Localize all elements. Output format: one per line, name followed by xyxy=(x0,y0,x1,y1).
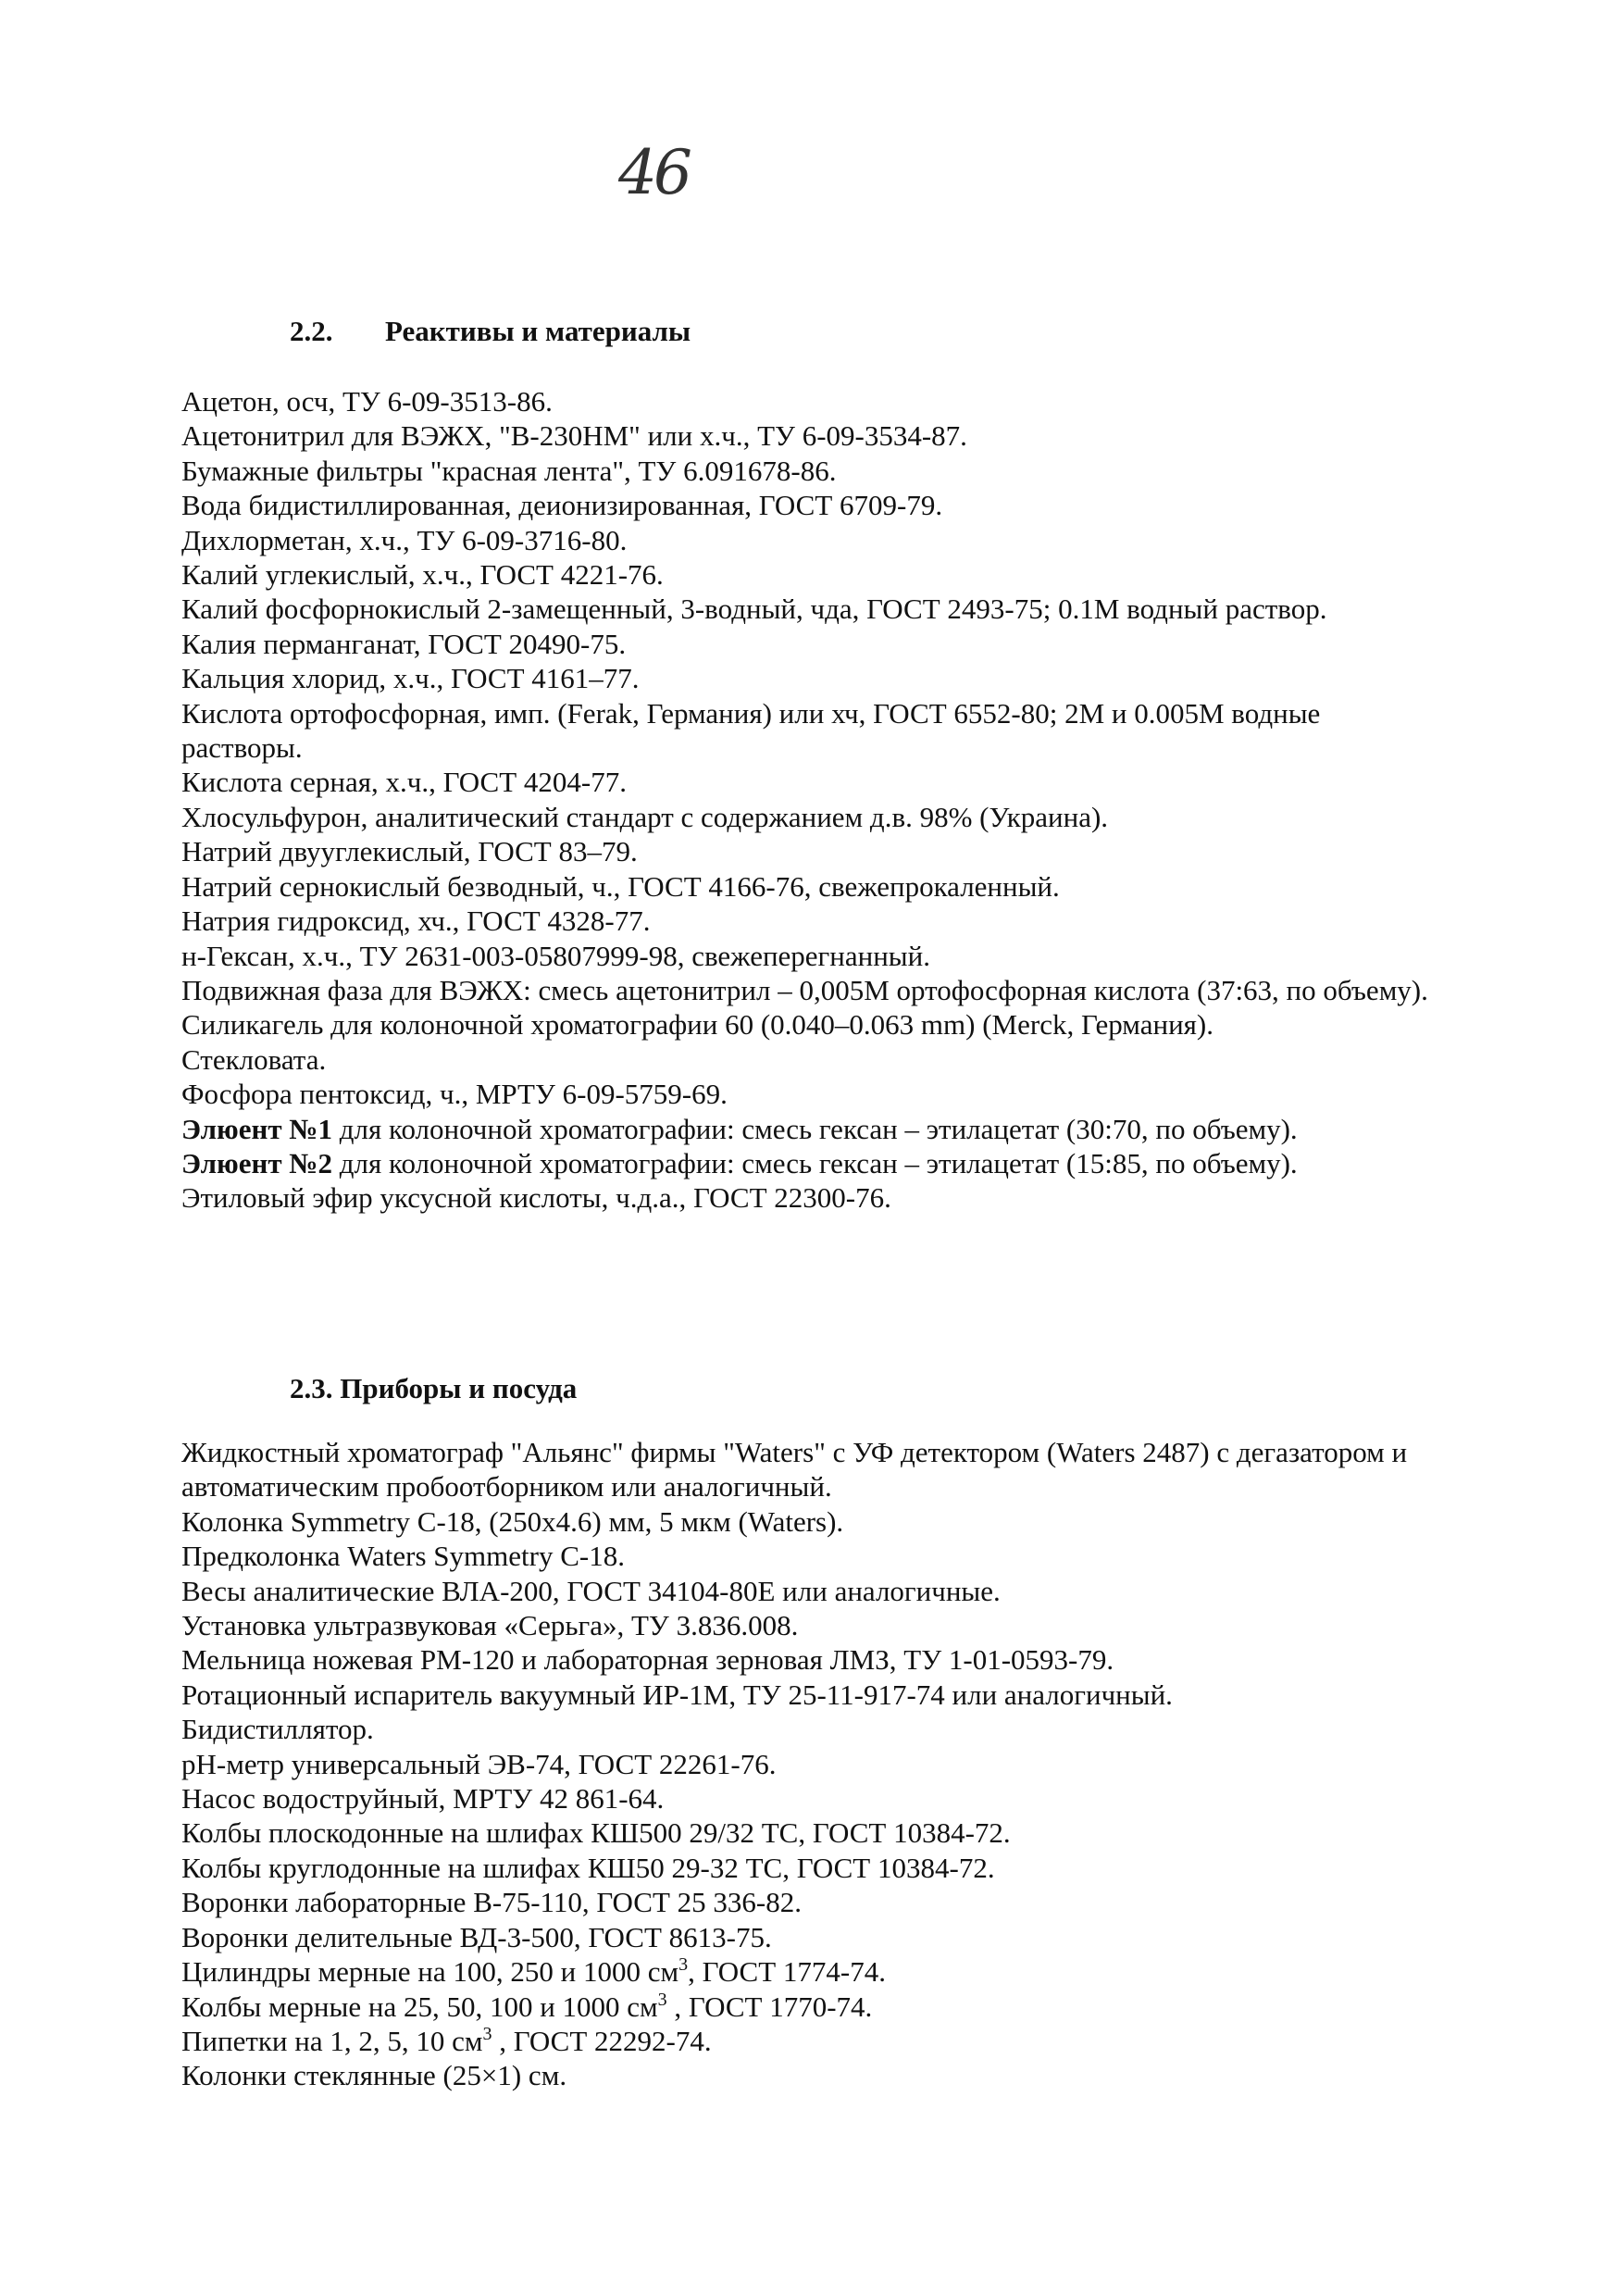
list-item: Ацетонитрил для ВЭЖХ, "В-230НМ" или х.ч., ТУ 6-09-3534-87. xyxy=(181,419,967,453)
list-item: Элюент №2 для колоночной хроматографии: смесь гексан – этилацетат (15:85, по объему). xyxy=(181,1146,1298,1179)
list-item: Кальция хлорид, х.ч., ГОСТ 4161–77. xyxy=(181,662,640,695)
list-item: Колбы плоскодонные на шлифах КШ500 29/32 ТС, ГОСТ 10384-72. xyxy=(181,1816,1011,1850)
list-item: Кислота серная, х.ч., ГОСТ 4204-77. xyxy=(181,766,627,799)
list-item: Бидистиллятор. xyxy=(181,1713,374,1746)
list-item: Жидкостный хроматограф "Альянс" фирмы "Waters" с УФ детектором (Waters 2487) с дегазатором и автоматическим пробоотборником или аналогичный. xyxy=(181,1436,1408,1504)
list-item: pH-метр универсальный ЭВ-74, ГОСТ 22261-76. xyxy=(181,1747,777,1780)
list-item: Ротационный испаритель вакуумный ИР-1М, ТУ 25-11-917-74 или аналогичный. xyxy=(181,1678,1173,1711)
handwritten-page-number: 46 xyxy=(618,137,689,208)
list-item: Натрий двууглекислый, ГОСТ 83–79. xyxy=(181,835,638,868)
section-number: 2.2. xyxy=(290,315,333,347)
list-item: Колбы круглодонные на шлифах КШ50 29-32 ТС, ГОСТ 10384-72. xyxy=(181,1851,995,1884)
superscript: 3 xyxy=(482,2023,492,2044)
list-item: Хлосульфурон, аналитический стандарт с содержанием д.в. 98% (Украина). xyxy=(181,800,1109,833)
instruments-list xyxy=(181,1435,1431,2093)
list-item: Калия перманганат, ГОСТ 20490-75. xyxy=(181,627,627,660)
list-item: Стекловата. xyxy=(181,1042,327,1076)
section-heading-reagents xyxy=(290,313,691,350)
list-item: Этиловый эфир уксусной кислоты, ч.д.а., ГОСТ 22300-76. xyxy=(181,1181,891,1215)
list-item: Калий фосфорнокислый 2-замещенный, 3-водный, чда, ГОСТ 2493-75; 0.1М водный раствор. xyxy=(181,593,1327,626)
list-item: Пипетки на 1, 2, 5, 10 $см^3$ , ГОСТ 22292-74. xyxy=(181,2023,712,2057)
superscript: 3 xyxy=(657,1989,667,2010)
list-item: Установка ультразвуковая «Серьга», ТУ 3.836.008. xyxy=(181,1609,799,1642)
list-item: н-Гексан, х.ч., ТУ 2631-003-05807999-98, свежеперегнанный. xyxy=(181,939,930,972)
list-item: Колбы мерные на 25, 50, 100 и 1000 $см^3$ , ГОСТ 1770-74. xyxy=(181,1989,873,2023)
list-item: Натрий сернокислый безводный, ч., ГОСТ 4166-76, свежепрокаленный. xyxy=(181,869,1060,903)
list-item: Предколонка Waters Symmetry С-18. xyxy=(181,1540,625,1573)
list-item: Колонки стеклянные (25×1) см. xyxy=(181,2059,567,2092)
list-item: Кислота ортофосфорная, имп. (Ferak, Германия) или хч, ГОСТ 6552-80; 2М и 0.005М водные растворы. xyxy=(181,696,1321,765)
list-item: Вода бидистиллированная, деионизированная, ГОСТ 6709-79. xyxy=(181,489,943,522)
reagents-list xyxy=(181,384,1431,1216)
list-item: Цилиндры мерные на 100, 250 и 1000 $см^3$, ГОСТ 1774-74. xyxy=(181,1954,886,1989)
list-item: Весы аналитические ВЛА-200, ГОСТ 34104-80Е или аналогичные. xyxy=(181,1574,1001,1607)
list-item: Воронки лабораторные В-75-110, ГОСТ 25 336-82. xyxy=(181,1886,802,1919)
list-item: Ацетон, осч, ТУ 6-09-3513-86. xyxy=(181,385,553,418)
list-item: Насос водоструйный, МРТУ 42 861-64. xyxy=(181,1782,665,1816)
superscript: 3 xyxy=(678,1954,689,1976)
list-item: Колонка Symmetry С-18, (250х4.6) мм, 5 мкм (Waters). xyxy=(181,1504,844,1538)
list-item: Силикагель для колоночной хроматографии 60 (0.040–0.063 mm) (Merck, Германия). xyxy=(181,1008,1214,1042)
list-item: Мельница ножевая РМ-120 и лабораторная зерновая ЛМЗ, ТУ 1-01-0593-79. xyxy=(181,1643,1114,1677)
list-item: Натрия гидроксид, хч., ГОСТ 4328-77. xyxy=(181,905,651,938)
list-item: Фосфора пентоксид, ч., МРТУ 6-09-5759-69. xyxy=(181,1078,728,1111)
list-item: Бумажные фильтры "красная лента", ТУ 6.091678-86. xyxy=(181,454,837,487)
eluent-label: Элюент №2 xyxy=(181,1146,332,1179)
list-item: Элюент №1 для колоночной хроматографии: смесь гексан – этилацетат (30:70, по объему). xyxy=(181,1112,1298,1145)
section-heading-instruments: 2.3. Приборы и посуда xyxy=(290,1372,578,1404)
list-item: Подвижная фаза для ВЭЖХ: смесь ацетонитрил – 0,005М ортофосфорная кислота (37:63, по объему). xyxy=(181,973,1428,1006)
list-item: Дихлорметан, х.ч., ТУ 6-09-3716-80. xyxy=(181,523,628,556)
section-title: Реактивы и материалы xyxy=(385,315,691,347)
list-item: Калий углекислый, х.ч., ГОСТ 4221-76. xyxy=(181,558,664,592)
eluent-label: Элюент №1 xyxy=(181,1112,332,1145)
list-item: Воронки делительные ВД-3-500, ГОСТ 8613-75. xyxy=(181,1920,772,1953)
